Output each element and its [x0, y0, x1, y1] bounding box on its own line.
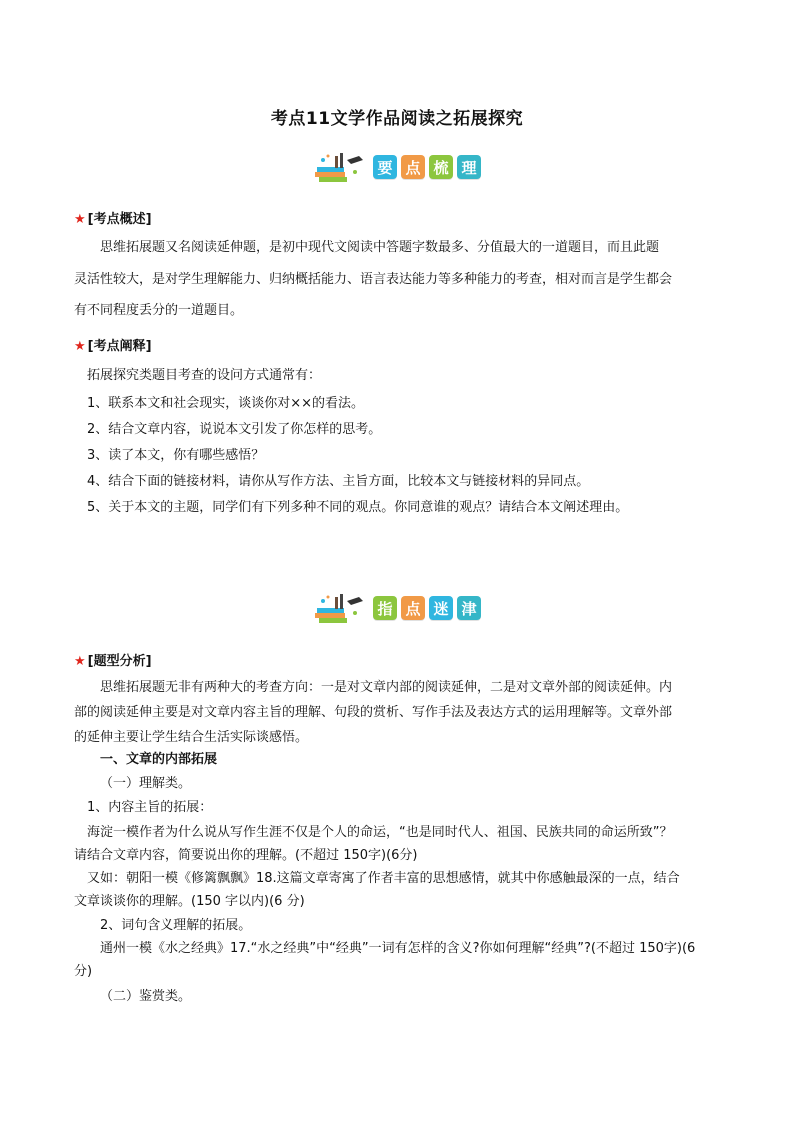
banner-tile-2: 点 [401, 596, 425, 620]
paragraph-line: 思维拓展题又名阅读延伸题，是初中现代文阅读中答题字数最多、分值最大的一道题目，而且此题 [100, 240, 660, 255]
paragraph-line: 部的阅读延伸主要是对文章内容主旨的理解、句段的赏析、写作手法及表达方式的运用理解等。文章外部 [74, 705, 673, 720]
banner-tile-3: 迷 [429, 596, 453, 620]
paragraph-line: 文章谈谈你的理解。(150 字以内)(6 分) [74, 894, 305, 909]
heading-text: [考点概述] [87, 212, 152, 227]
section-heading-explanation [74, 335, 152, 354]
page-title: 考点11文学作品阅读之拓展探究 [270, 109, 524, 129]
list-intro: 拓展探究类题目考查的设问方式通常有： [87, 368, 322, 383]
subheading: 一、文章的内部拓展 [100, 752, 218, 767]
banner-tile-3: 梳 [429, 155, 453, 179]
paragraph-line: 请结合文章内容，简要说出你的理解。(不超过 150字)(6分) [74, 848, 418, 863]
paragraph-line: 分) [74, 964, 93, 979]
paragraph-line: 通州一模《水之经典》17.“水之经典”中“经典”一词有怎样的含义?你如何理解“经典”?(不超过 150字)(6 [100, 941, 696, 956]
list-item: 4、结合下面的链接材料，请你从写作方法、主旨方面，比较本文与链接材料的异同点。 [87, 474, 590, 489]
paragraph-line: 海淀一模作者为什么说从写作生涯不仅是个人的命运，“也是同时代人、祖国、民族共同的命运所致”？ [87, 825, 673, 840]
paragraph-line: 思维拓展题无非有两种大的考查方向：一是对文章内部的阅读延伸，二是对文章外部的阅读延伸。内 [100, 680, 673, 695]
heading-text: [题型分析] [87, 654, 152, 669]
paragraph-line: 2、词句含义理解的拓展。 [100, 918, 252, 933]
list-item: 2、结合文章内容，说说本文引发了你怎样的思考。 [87, 422, 382, 437]
section-banner-guidance [0, 591, 794, 625]
paragraph-line: 又如：朝阳一模《修篱飘飘》18.这篇文章寄寓了作者丰富的思想感情，就其中你感触最深的一点，结合 [87, 871, 680, 886]
list-item: 5、关于本文的主题，同学们有下列多种不同的观点。你同意谁的观点？请结合本文阐述理由。 [87, 500, 629, 515]
paragraph-line: 有不同程度丢分的一道题目。 [74, 303, 244, 318]
section-heading-overview [74, 208, 152, 227]
subheading: （二）鉴赏类。 [100, 989, 192, 1004]
list-item: 1、联系本文和社会现实，谈谈你对××的看法。 [87, 396, 365, 411]
banner-tile-1: 要 [373, 155, 397, 179]
books-illustration-icon [313, 150, 365, 184]
star-icon: ★ [74, 339, 86, 354]
star-icon: ★ [74, 212, 86, 227]
section-banner-key-points [0, 150, 794, 184]
paragraph-line: 灵活性较大，是对学生理解能力、归纳概括能力、语言表达能力等多种能力的考查，相对而言是学生都会 [74, 272, 673, 287]
banner-tile-2: 点 [401, 155, 425, 179]
list-item: 3、读了本文，你有哪些感悟？ [87, 448, 265, 463]
subheading: （一）理解类。 [100, 776, 192, 791]
books-illustration-icon [313, 591, 365, 625]
banner-tile-4: 津 [457, 596, 481, 620]
star-icon: ★ [74, 654, 86, 669]
paragraph-line: 的延伸主要让学生结合生活实际谈感悟。 [74, 730, 309, 745]
heading-text: [考点阐释] [87, 339, 152, 354]
section-heading-analysis [74, 650, 152, 669]
paragraph-line: 1、内容主旨的拓展： [87, 800, 213, 815]
banner-tile-1: 指 [373, 596, 397, 620]
banner-tile-4: 理 [457, 155, 481, 179]
